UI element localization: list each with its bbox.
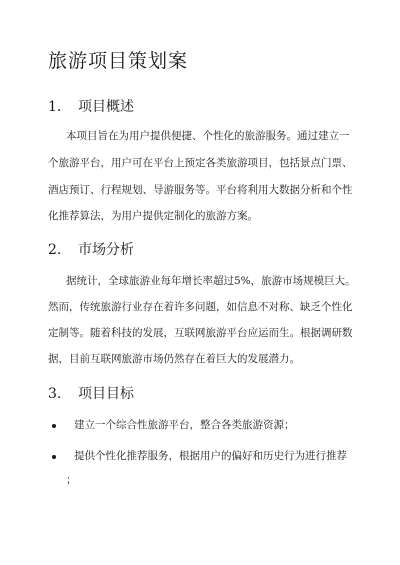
section-title: 市场分析 xyxy=(78,242,134,258)
section-heading-market xyxy=(48,239,134,259)
section-title: 项目概述 xyxy=(78,99,134,115)
bullet-icon xyxy=(52,424,56,428)
section-number: 1. xyxy=(48,99,62,115)
paragraph-line: 个旅游平台，用户可在平台上预定各类旅游项目，包括景点门票、 xyxy=(48,157,353,169)
section-number: 2. xyxy=(48,242,62,258)
section-heading-goals xyxy=(48,383,134,403)
paragraph-line: 本项目旨在为用户提供便捷、个性化的旅游服务。通过建立一 xyxy=(66,130,350,142)
bullet-icon xyxy=(52,455,56,459)
list-item-text: 建立一个综合性旅游平台，整合各类旅游资源； xyxy=(74,419,295,431)
paragraph-line: 定制等。随着科技的发展，互联网旅游平台应运而生。根据调研数 xyxy=(48,327,353,339)
document-title: 旅游项目策划案 xyxy=(48,50,189,72)
section-title: 项目目标 xyxy=(78,386,134,402)
section-number: 3. xyxy=(48,386,62,402)
paragraph-line: 化推荐算法，为用户提供定制化的旅游方案。 xyxy=(48,210,258,222)
paragraph-line: 据，目前互联网旅游市场仍然存在着巨大的发展潜力。 xyxy=(48,353,300,365)
paragraph-line: 酒店预订、行程规划、导游服务等。平台将利用大数据分析和个性 xyxy=(48,184,353,196)
list-item-text: 提供个性化推荐服务，根据用户的偏好和历史行为进行推荐 xyxy=(74,450,347,462)
list-item-continuation: ； xyxy=(66,474,77,486)
paragraph-line: 据统计，全球旅游业每年增长率超过5%，旅游市场规模巨大。 xyxy=(66,275,356,287)
section-heading-overview xyxy=(48,96,134,116)
paragraph-line: 然而，传统旅游行业存在着许多问题，如信息不对称、缺乏个性化 xyxy=(48,301,353,313)
